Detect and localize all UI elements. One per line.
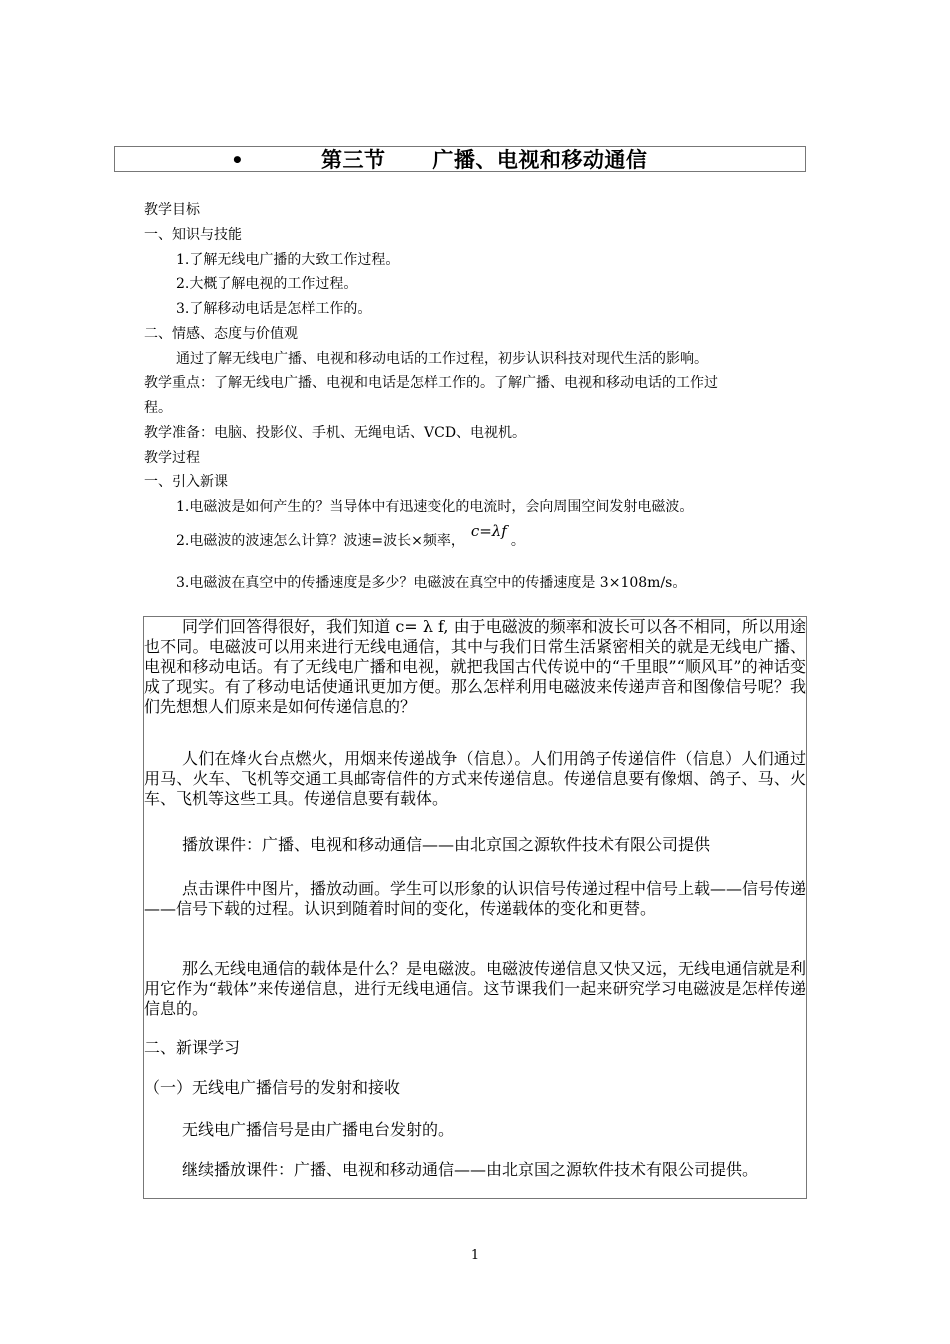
paragraph-2: 人们在烽火台点燃火，用烟来传递战争（信息）。人们用鸽子传递信件（信息）人们通过用马、火车、飞机等交通工具邮寄信件的方式来传递信息。传递信息要有像烟、鸽子、马、火车、飞机等这些工具。传递信息要有载体。 xyxy=(144,749,806,808)
preparation: 教学准备：电脑、投影仪、手机、无绳电话、VCD、电视机。 xyxy=(144,425,527,441)
page-title: 第三节 广播、电视和移动通信 xyxy=(321,147,648,172)
wave-formula: c=λf xyxy=(470,522,507,540)
goal-3: 3.了解移动电话是怎样工作的。 xyxy=(176,301,372,317)
subsection-heading: （一）无线电广播信号的发射和接收 xyxy=(144,1078,401,1097)
goal-1: 1.了解无线电广播的大致工作过程。 xyxy=(176,252,400,268)
paragraph-3: 播放课件：广播、电视和移动通信——由北京国之源软件技术有限公司提供 xyxy=(182,835,711,854)
paragraph-4: 点击课件中图片，播放动画。学生可以形象的认识信号传递过程中信号上载——信号传递——信号下载的过程。认识到随着时间的变化，传递载体的变化和更替。 xyxy=(144,879,807,918)
objectives-heading: 教学目标 xyxy=(144,202,200,218)
question-3: 3.电磁波在真空中的传播速度是多少？电磁波在真空中的传播速度是 3×108m/s。 xyxy=(176,575,687,591)
question-2-text: 2.电磁波的波速怎么计算？波速=波长×频率， xyxy=(176,533,465,549)
lesson-box xyxy=(143,616,807,1199)
question-1: 1.电磁波是如何产生的？当导体中有迅速变化的电流时，会向周围空间发射电磁波。 xyxy=(176,499,694,515)
section-attitude: 二、情感、态度与价值观 xyxy=(144,326,298,342)
question-2 xyxy=(176,522,525,550)
paragraph-5: 那么无线电通信的载体是什么？是电磁波。电磁波传递信息又快又远，无线电通信就是利用它作为“载体”来传递信息，进行无线电通信。这节课我们一起来研究学习电磁波是怎样传递信息的。 xyxy=(144,959,807,1018)
paragraph-8: 无线电广播信号是由广播电台发射的。 xyxy=(182,1120,455,1139)
attitude-text: 通过了解无线电广播、电视和移动电话的工作过程，初步认识科技对现代生活的影响。 xyxy=(176,351,708,367)
intro-heading: 一、引入新课 xyxy=(144,474,228,490)
title-bullet: • xyxy=(231,148,244,172)
key-points-line1: 教学重点：了解无线电广播、电视和电话是怎样工作的。了解广播、电视和移动电话的工作过 xyxy=(144,375,718,391)
title-box xyxy=(114,146,806,172)
page-number: 1 xyxy=(470,1248,480,1263)
paragraph-1: 同学们回答得很好，我们知道 c= λ f, 由于电磁波的频率和波长可以各不相同，所以用途也不同。电磁波可以用来进行无线电通信，其中与我们日常生活紧密相关的就是无线电广播、电视和移动电话。有了无线电广播和电视，就把我国古代传说中的“千里眼”“顺风耳”的神话变成了现实。有了移动电话使通讯更加方便。那么怎样利用电磁波来传递声音和图像信号呢？我们先想想人们原来是如何传递信息的？ xyxy=(144,617,806,716)
paragraph-9: 继续播放课件：广播、电视和移动通信——由北京国之源软件技术有限公司提供。 xyxy=(182,1160,759,1179)
process-heading: 教学过程 xyxy=(144,450,200,466)
new-lesson-heading: 二、新课学习 xyxy=(144,1038,241,1057)
key-points-line2: 程。 xyxy=(144,400,172,416)
question-2-end: 。 xyxy=(510,533,525,549)
section-knowledge: 一、知识与技能 xyxy=(144,227,242,243)
goal-2: 2.大概了解电视的工作过程。 xyxy=(176,276,358,292)
